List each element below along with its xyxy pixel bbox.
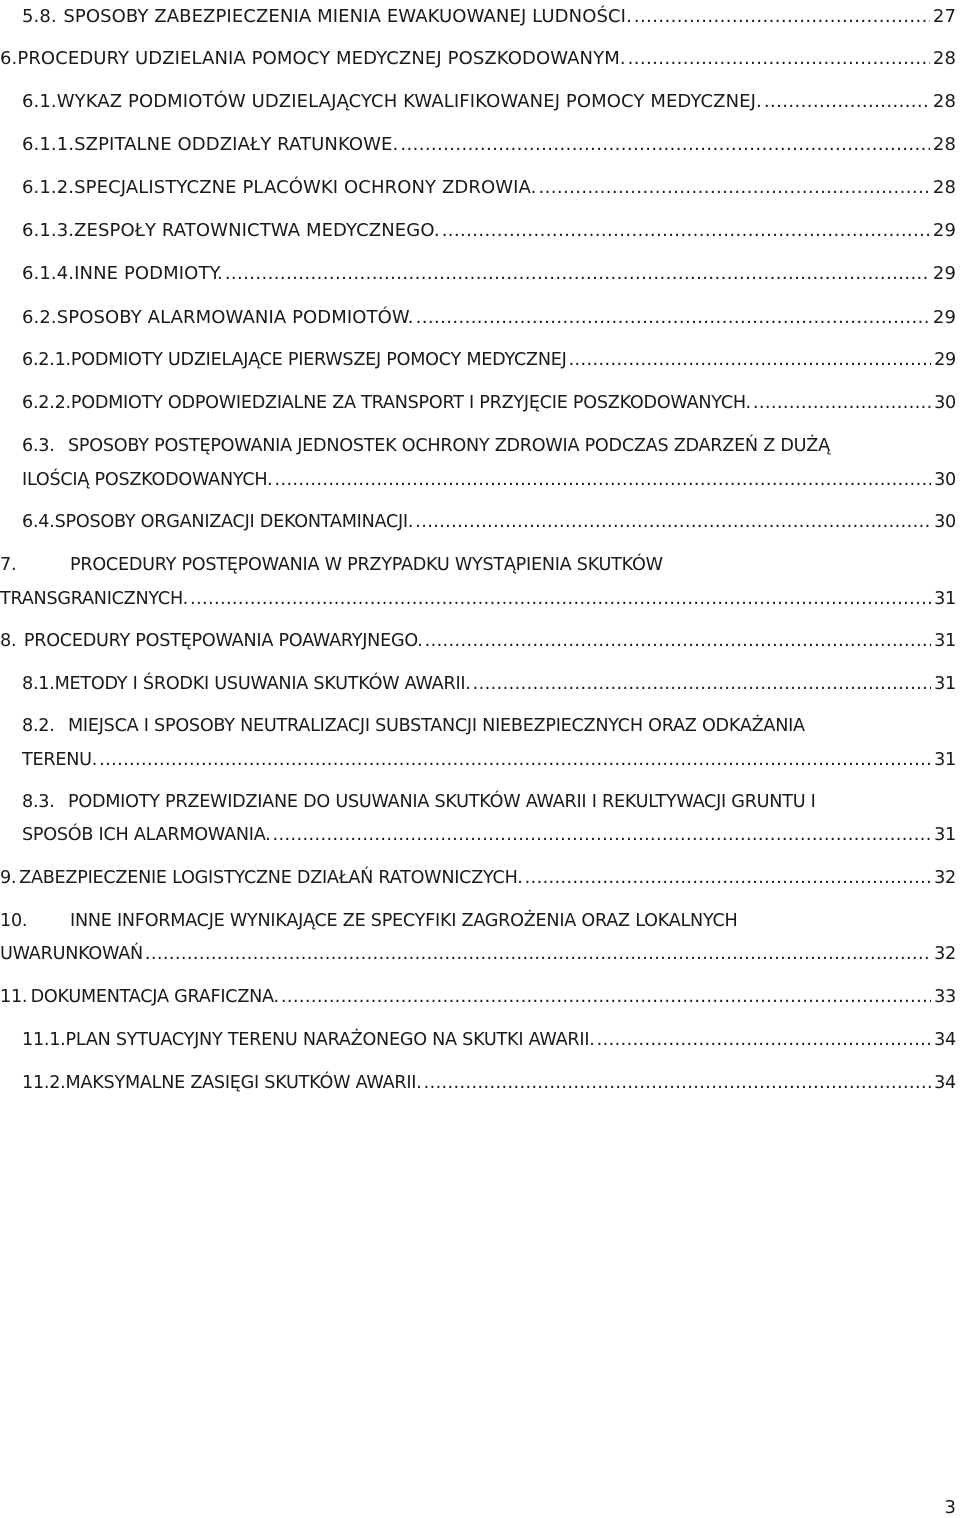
toc-number: 6. <box>0 48 18 69</box>
toc-number: 6.3. <box>22 436 55 456</box>
toc-title: PODMIOTY UDZIELAJĄCE PIERWSZEJ POMOCY MEDYCZNEJ <box>70 350 567 370</box>
toc-number: 8. <box>0 631 17 651</box>
leader-dots <box>425 631 932 651</box>
leader-dots <box>597 1030 932 1050</box>
toc-number: 6.1.3. <box>22 220 75 241</box>
leader-dots <box>281 987 931 1007</box>
leader-dots <box>442 220 930 241</box>
toc-page: 30 <box>934 512 956 532</box>
toc-title: PROCEDURY POSTĘPOWANIA W PRZYPADKU WYSTĄPIENIA SKUTKÓW <box>70 555 663 575</box>
toc-number: 10. <box>0 911 28 931</box>
toc-page: 31 <box>934 750 956 770</box>
toc-title-continued: ILOŚCIĄ POSZKODOWANYCH. <box>22 470 273 490</box>
toc-page: 31 <box>934 825 956 845</box>
leader-dots <box>569 350 932 370</box>
toc-number: 7. <box>0 555 17 575</box>
toc-number: 6.1.2. <box>22 177 75 198</box>
toc-number: 8.3. <box>22 792 55 812</box>
toc-title: PODMIOTY PRZEWIDZIANE DO USUWANIA SKUTKÓW AWARII I REKULTYWACJI GRUNTU I <box>68 792 816 812</box>
toc-number: 6.1.1. <box>22 134 75 155</box>
toc-page: 29 <box>932 307 956 328</box>
toc-title: SPOSOBY ORGANIZACJI DEKONTAMINACJI. <box>54 512 414 532</box>
toc-number: 11. <box>0 987 28 1007</box>
toc-number: 6.1.4. <box>22 263 75 284</box>
toc-title: INNE INFORMACJE WYNIKAJĄCE ZE SPECYFIKI ZAGROŻENIA ORAZ LOKALNYCH <box>70 911 738 931</box>
toc-number: 8.2. <box>22 716 55 736</box>
toc-page: 31 <box>934 674 956 694</box>
toc-title-continued: UWARUNKOWAŃ <box>0 944 143 964</box>
toc-title: PODMIOTY ODPOWIEDZIALNE ZA TRANSPORT I PRZYJĘCIE POSZKODOWANYCH. <box>70 393 751 413</box>
toc-title: MAKSYMALNE ZASIĘGI SKUTKÓW AWARII. <box>65 1073 422 1093</box>
toc-page: 34 <box>934 1030 956 1050</box>
leader-dots <box>225 263 930 284</box>
leader-dots <box>473 674 931 694</box>
leader-dots <box>273 825 932 845</box>
toc-page: 28 <box>932 91 956 112</box>
leader-dots <box>145 944 931 964</box>
toc-title: SZPITALNE ODDZIAŁY RATUNKOWE. <box>74 134 399 155</box>
toc-title: PROCEDURY UDZIELANIA POMOCY MEDYCZNEJ POSZKODOWANYM. <box>17 48 626 69</box>
toc-number: 6.4. <box>22 512 55 532</box>
toc-title: METODY I ŚRODKI USUWANIA SKUTKÓW AWARII. <box>54 674 471 694</box>
toc-page: 28 <box>932 48 956 69</box>
toc-page: 29 <box>932 220 956 241</box>
toc-number: 6.2.2. <box>22 393 71 413</box>
toc-page: 31 <box>934 631 956 651</box>
leader-dots <box>99 750 931 770</box>
leader-dots <box>416 307 930 328</box>
toc-title: ZESPOŁY RATOWNICTWA MEDYCZNEGO. <box>74 220 440 241</box>
leader-dots <box>525 868 932 888</box>
toc-number: 6.1. <box>22 91 57 112</box>
toc-number: 11.1. <box>22 1030 66 1050</box>
leader-dots <box>753 393 931 413</box>
toc-title: SPOSOBY POSTĘPOWANIA JEDNOSTEK OCHRONY ZDROWIA PODCZAS ZDARZEŃ Z DUŻĄ <box>68 436 830 456</box>
leader-dots <box>424 1073 932 1093</box>
leader-dots <box>764 91 930 112</box>
toc-number: 6.2. <box>22 307 57 328</box>
toc-title: SPECJALISTYCZNE PLACÓWKI OCHRONY ZDROWIA. <box>74 177 537 198</box>
toc-page: 31 <box>934 589 956 609</box>
toc-number: 9. <box>0 868 17 888</box>
leader-dots <box>628 48 930 69</box>
toc-number: 6.2.1. <box>22 350 71 370</box>
toc-title: PROCEDURY POSTĘPOWANIA POAWARYJNEGO. <box>23 631 423 651</box>
toc-number: 11.2. <box>22 1073 66 1093</box>
leader-dots <box>634 6 930 27</box>
leader-dots <box>415 512 931 532</box>
toc-page: 33 <box>934 987 956 1007</box>
toc-title: ZABEZPIECZENIE LOGISTYCZNE DZIAŁAŃ RATOWNICZYCH. <box>19 868 523 888</box>
toc-title: DOKUMENTACJA GRAFICZNA. <box>30 987 279 1007</box>
toc-page: 28 <box>932 134 956 155</box>
toc-number: 5.8. <box>22 6 63 27</box>
toc-title: WYKAZ PODMIOTÓW UDZIELAJĄCYCH KWALIFIKOWANEJ POMOCY MEDYCZNEJ. <box>56 91 762 112</box>
toc-page: 32 <box>934 944 956 964</box>
toc-page: 34 <box>934 1073 956 1093</box>
toc-page: 27 <box>932 6 956 27</box>
toc-number: 8.1. <box>22 674 55 694</box>
toc-page: 29 <box>932 263 956 284</box>
leader-dots <box>190 589 931 609</box>
toc-title: SPOSOBY ZABEZPIECZENIA MIENIA EWAKUOWANEJ LUDNOŚCI. <box>63 6 632 27</box>
toc-title-continued: SPOSÓB ICH ALARMOWANIA. <box>22 825 271 845</box>
leader-dots <box>538 177 929 198</box>
toc-title-continued: TRANSGRANICZNYCH. <box>0 589 188 609</box>
toc-title: SPOSOBY ALARMOWANIA PODMIOTÓW. <box>56 307 414 328</box>
toc-page: 28 <box>932 177 956 198</box>
toc-title: PLAN SYTUACYJNY TERENU NARAŻONEGO NA SKUTKI AWARII. <box>65 1030 595 1050</box>
leader-dots <box>274 470 931 490</box>
toc-page: 30 <box>934 470 956 490</box>
toc-title: MIEJSCA I SPOSOBY NEUTRALIZACJI SUBSTANCJI NIEBEZPIECZNYCH ORAZ ODKAŻANIA <box>68 716 805 736</box>
leader-dots <box>400 134 930 155</box>
toc-page: 29 <box>934 350 956 370</box>
page-number: 3 <box>944 1497 956 1518</box>
toc-title: INNE PODMIOTY. <box>74 263 223 284</box>
toc-title-continued: TERENU. <box>22 750 98 770</box>
toc-page: 32 <box>934 868 956 888</box>
toc-page: 30 <box>934 393 956 413</box>
